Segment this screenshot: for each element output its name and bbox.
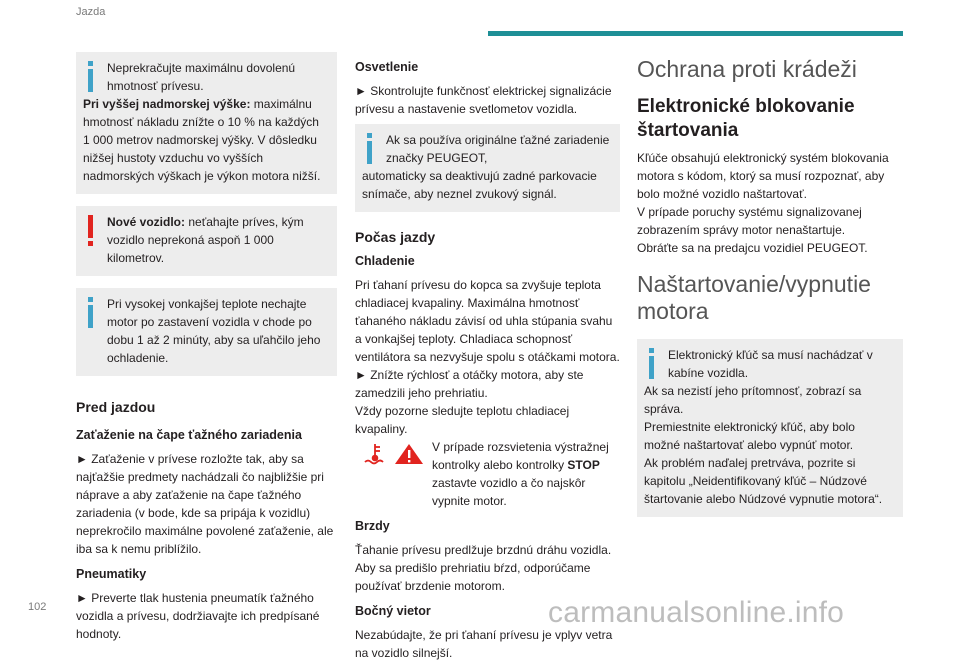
note-lead: Neprekračujte maximálnu dovolenú hmotnosť prívesu. <box>107 61 296 93</box>
section-title: Jazda <box>76 6 106 18</box>
paragraph-immobiliser-3: Obráťte sa na predajcu vozidiel PEUGEOT. <box>637 241 868 255</box>
subheading-lighting: Osvetlenie <box>355 60 419 74</box>
subheading-crosswind: Bočný vietor <box>355 604 431 618</box>
inline-warning-coolant: V prípade rozsvietenia výstražnej kontrolky alebo kontrolky STOP zastavte vozidlo a čo najskôr vypnite motor. <box>355 438 620 510</box>
watermark-footer: carmanualsonline.info <box>548 596 845 629</box>
warning-new-vehicle <box>76 206 337 276</box>
paragraph-cooling-monitor: Vždy pozorne sledujte teplotu chladiacej kvapaliny. <box>355 404 570 436</box>
paragraph-brakes: Ťahanie prívesu predlžuje brzdnú dráhu vozidla. Aby sa predišlo prehriatiu bŕzd, odporúčame používať brzdenie motorom. <box>355 543 612 593</box>
info-note-high-temperature <box>76 288 337 376</box>
subheading-tyres: Pneumatiky <box>76 567 147 581</box>
heading-immobiliser: Elektronické blokovanie štartovania <box>637 96 855 141</box>
note-line-3: Ak problém naďalej pretrváva, pozrite si kapitolu „Neidentifikovaný kľúč – Núdzové štartovanie alebo Núdzové vypnutie motora“. <box>644 456 883 506</box>
info-note-parking-sensors <box>355 124 620 212</box>
paragraph-immobiliser-2: V prípade poruchy systému signalizovanej zobrazením správy motor nenaštartuje. <box>637 205 862 237</box>
heading-while-driving: Počas jazdy <box>355 229 436 245</box>
paragraph-cooling-step: ► Znížte rýchlosť a otáčky motora, aby ste zamedzili jeho prehriatiu. <box>355 368 584 400</box>
page-number: 102 <box>28 601 47 613</box>
info-icon <box>367 133 372 164</box>
info-icon <box>649 348 654 379</box>
warning-icons <box>363 442 425 471</box>
heading-before-driving: Pred jazdou <box>76 399 156 415</box>
subheading-brakes: Brzdy <box>355 519 390 533</box>
warning-triangle-icon <box>395 444 423 464</box>
note-line-2: Premiestnite elektronický kľúč, aby bolo možné naštartovať alebo vypnúť motor. <box>644 420 855 452</box>
paragraph-cooling: Pri ťahaní prívesu do kopca sa zvyšuje teplota chladiacej kvapaliny. Maximálna hmotnosť ťahaného nákladu závisí od uhla stúpania svahu a vonkajšej teploty. Chladiaca schopnosť ventilátora sa nezvyšuje spolu s otáčkami motora. <box>355 278 620 364</box>
coolant-temperature-icon <box>365 444 383 464</box>
column-1 <box>76 52 337 643</box>
column-2 <box>355 52 620 662</box>
paragraph-lighting: ► Skontrolujte funkčnosť elektrickej signalizácie prívesu a nastavenie svetlometov vozidla. <box>355 84 612 116</box>
warning-exclamation-icon <box>88 215 93 246</box>
note-text: Pri vyššej nadmorskej výške: maximálnu hmotnosť nákladu znížte o 10 % na každých 1 000 metrov nadmorskej výšky. V dôsledku nižšej hustoty vzduchu vo vyšších nadmorských výškach je výkon motora nižší. <box>83 97 321 183</box>
note-lead: Ak sa používa originálne ťažné zariadenie značky PEUGEOT, <box>386 133 610 165</box>
subheading-cooling: Chladenie <box>355 254 415 268</box>
info-note-trailer-weight <box>76 52 337 194</box>
paragraph-tyres: ► Preverte tlak hustenia pneumatík ťažného vozidla a prívesu, dodržiavajte ich predpísané hodnoty. <box>76 591 320 641</box>
note-text: automaticky sa deaktivujú zadné parkovacie snímače, aby neznel zvukový signál. <box>362 169 597 201</box>
heading-start-stop-engine: Naštartovanie/vypnutie motora <box>637 271 871 324</box>
paragraph-crosswind: Nezabúdajte, že pri ťahaní prívesu je vplyv vetra na vozidlo silnejší. <box>355 628 613 660</box>
note-lead: Elektronický kľúč sa musí nachádzať v kabíne vozidla. <box>668 348 873 380</box>
note-text: Pri vysokej vonkajšej teplote nechajte motor po zastavení vozidla v chode po dobu 1 až 2 minúty, aby sa uľahčilo jeho ochladenie. <box>107 297 321 365</box>
header-accent-bar <box>488 31 903 36</box>
info-icon <box>88 297 93 328</box>
column-3 <box>637 52 903 529</box>
paragraph-hitch-load: ► Zaťaženie v prívese rozložte tak, aby sa najťažšie predmety nachádzali čo najbližšie pri náprave a aby zaťaženie na čape ťažného zariadenia (v bode, kde sa pripája k vozidlu) neprekročilo maximálne povolené zaťaženie, ale iba sa k nemu priblížilo. <box>76 452 334 556</box>
paragraph-immobiliser-1: Kľúče obsahujú elektronický systém blokovania motora s kódom, ktorý sa musí rozpoznať, aby bolo možné vozidlo naštartovať. <box>637 151 889 201</box>
warning-text: Nové vozidlo: neťahajte príves, kým vozidlo neprekoná aspoň 1 000 kilometrov. <box>107 215 304 265</box>
info-icon <box>88 61 93 92</box>
heading-anti-theft: Ochrana proti krádeži <box>637 56 857 82</box>
note-line-1: Ak sa nezistí jeho prítomnosť, zobrazí sa správa. <box>644 384 862 416</box>
info-note-electronic-key <box>637 339 903 517</box>
subheading-hitch-load: Zaťaženie na čape ťažného zariadenia <box>76 428 302 442</box>
